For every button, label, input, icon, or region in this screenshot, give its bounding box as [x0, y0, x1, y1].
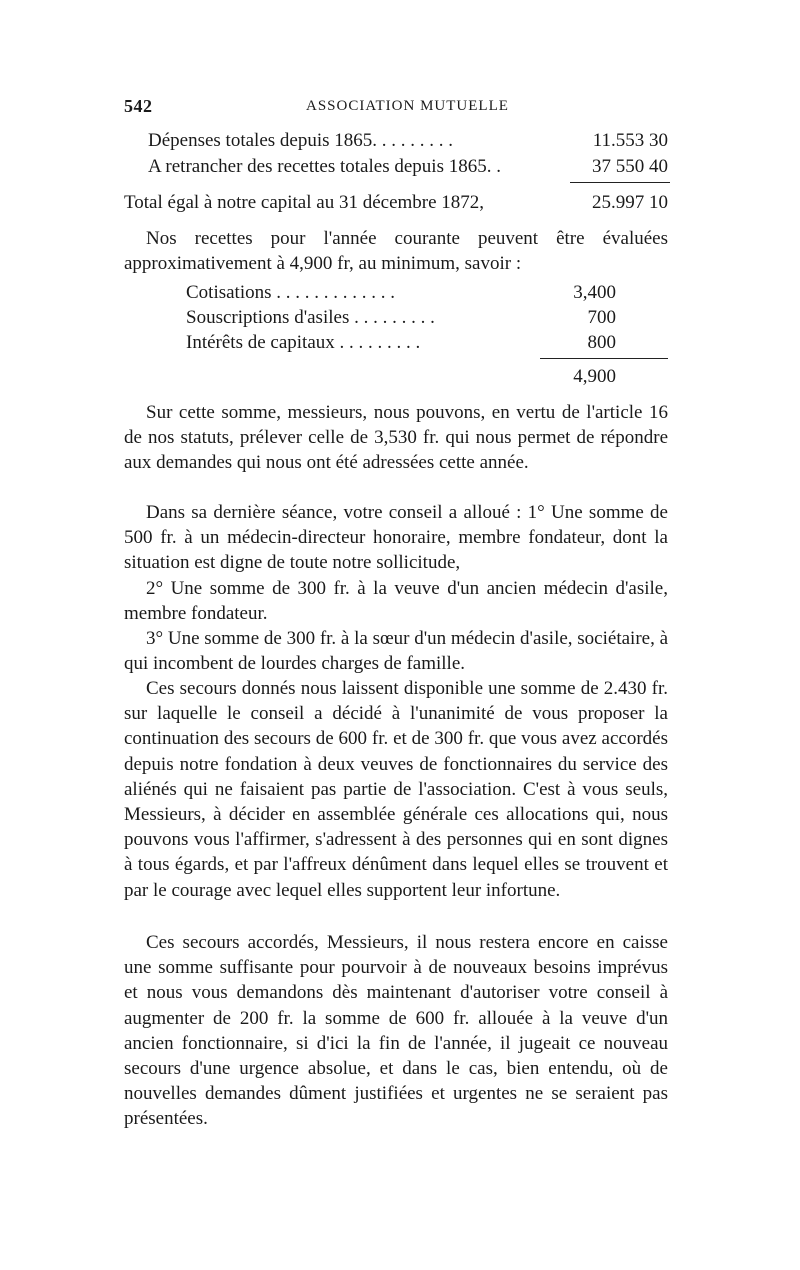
- running-title: ASSOCIATION MUTUELLE: [306, 98, 509, 114]
- paragraph-5: Ces secours donnés nous laissent disponible une somme de 2.430 fr. sur laquelle le conseil a décidé à l'unanimité de vous proposer la continuation des secours de 600 fr. et de 300 fr. que vous avez accordés depuis notre fondation à deux veuves de fonctionnaires du service des aliénés qui ne faisaient pas partie de l'association. C'est à vous seuls, Messieurs, à décider en assemblée générale ces allocations qui, nous pouvons vous l'affirmer, s'adressent à des personnes qui en sont dignes à tous égards, et par l'affreux dénûment dans lequel elles se trouvent et par le courage avec lequel elles supportent leur infortune.: [124, 678, 668, 901]
- total-label: Total égal à notre capital au 31 décembre 1872,: [124, 192, 485, 213]
- total-amount: 25.997 10: [592, 192, 668, 213]
- summary-amount: 11.553 30: [592, 130, 668, 151]
- summary-label: Dépenses totales depuis 1865. . . . . . . . .: [148, 130, 454, 151]
- receipts-total-row: [540, 366, 616, 392]
- summary-row-receipts: [148, 156, 668, 182]
- receipt-label: Cotisations . . . . . . . . . . . . .: [186, 282, 396, 303]
- paragraph-3: 2° Une somme de 300 fr. à la veuve d'un ancien médecin d'asile, membre fondateur.: [124, 578, 668, 625]
- paragraph-2: Dans sa dernière séance, votre conseil a alloué : 1° Une somme de 500 fr. à un médecin-directeur honoraire, membre fondateur, dont la situation est digne de toute notre sollicitude,: [124, 502, 668, 574]
- page-number: 542: [124, 96, 153, 116]
- receipt-amount: 3,400: [573, 282, 616, 303]
- total-row: [124, 192, 668, 218]
- receipt-label: Intérêts de capitaux . . . . . . . . .: [186, 332, 421, 353]
- paragraph-4: 3° Une somme de 300 fr. à la sœur d'un médecin d'asile, sociétaire, à qui incombent de lourdes charges de famille.: [124, 628, 669, 675]
- summary-rule: [570, 182, 670, 183]
- receipts-total: 4,900: [573, 366, 616, 387]
- page-header: [124, 96, 544, 124]
- paragraph-6: Ces secours accordés, Messieurs, il nous restera encore en caisse une somme suffisante pour pourvoir à de nouveaux besoins imprévus et nous vous demandons dès maintenant d'autoriser votre conseil à augmenter de 200 fr. la somme de 600 fr. allouée à la veuve d'un ancien fonctionnaire, si d'ici la fin de l'année, il jugeait ce nouveau secours d'une urgence absolue, et dans le cas, bien entendu, où de nouvelles demandes dûment justifiées et urgentes ne se seraient pas présentées.: [124, 932, 668, 1130]
- receipt-amount: 700: [587, 307, 616, 328]
- receipts-rule: [540, 358, 668, 359]
- receipt-row-souscriptions: [186, 307, 616, 333]
- receipt-row-cotisations: [186, 282, 616, 308]
- summary-label: A retrancher des recettes totales depuis 1865. .: [148, 156, 501, 177]
- receipt-label: Souscriptions d'asiles . . . . . . . . .: [186, 307, 435, 328]
- receipt-amount: 800: [587, 332, 616, 353]
- paragraph-1: Sur cette somme, messieurs, nous pouvons, en vertu de l'article 16 de nos statuts, prélever celle de 3,530 fr. qui nous permet de répondre aux demandes qui nous ont été adressées cette année.: [124, 402, 668, 474]
- summary-amount: 37 550 40: [592, 156, 668, 177]
- receipts-intro: Nos recettes pour l'année courante peuvent être évaluées approximativement à 4,900 fr, au minimum, savoir :: [124, 228, 668, 275]
- summary-row-expenses: [148, 130, 668, 156]
- receipt-row-interets: [186, 332, 616, 358]
